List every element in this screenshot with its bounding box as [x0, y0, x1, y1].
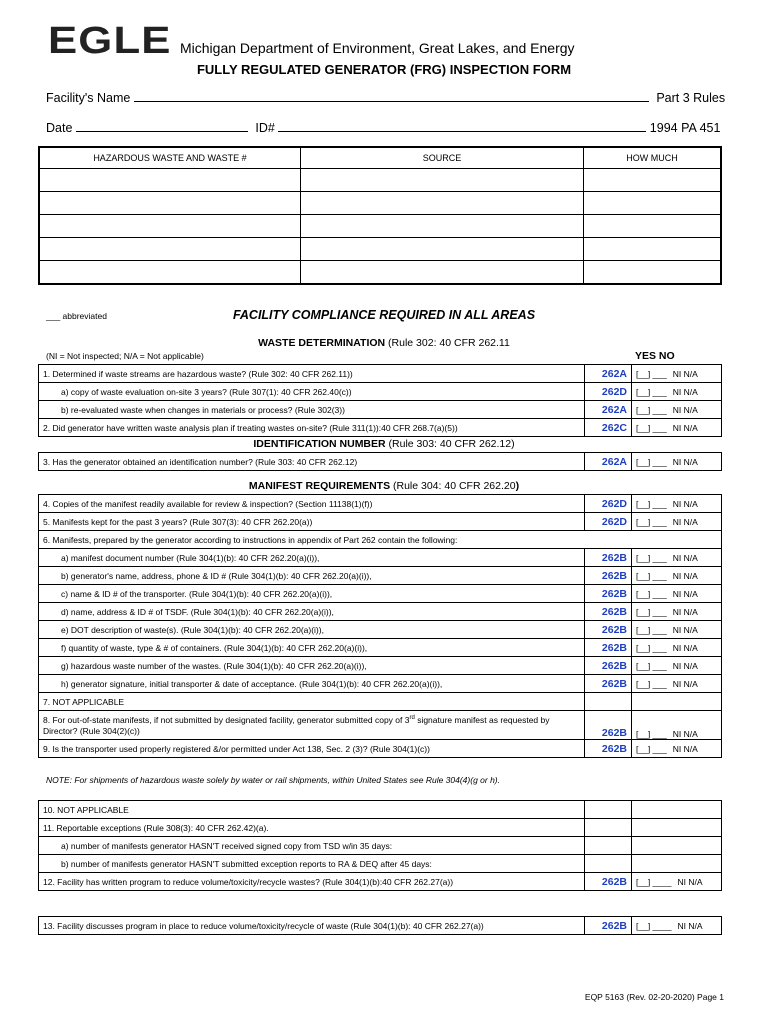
answer-cell[interactable]: [632, 837, 722, 855]
ni-na-label[interactable]: NI N/A: [672, 642, 698, 653]
yes-no-box[interactable]: [__] ___: [636, 606, 667, 617]
id-field[interactable]: [278, 120, 646, 132]
ni-na-label[interactable]: NI N/A: [672, 456, 698, 467]
section-rule: (Rule 303: 40 CFR 262.12): [385, 438, 515, 450]
form-title: FULLY REGULATED GENERATOR (FRG) INSPECTION FORM: [196, 62, 572, 77]
source-cell[interactable]: [301, 261, 584, 285]
section-rule-close: ): [515, 480, 520, 492]
waste-cell[interactable]: [39, 261, 301, 285]
question-text: 11. Reportable exceptions (Rule 308(3): 40 CFR 262.42)(a).: [39, 819, 585, 837]
program-table: [38, 916, 722, 935]
question-row: [39, 401, 722, 419]
yes-no-box[interactable]: [__] ___: [636, 660, 667, 671]
code-label: 262B: [601, 742, 627, 755]
yes-no-header: YES NO: [635, 350, 675, 362]
manifest-table: [38, 494, 722, 758]
question-row: [39, 365, 722, 383]
ni-na-label[interactable]: NI N/A: [677, 920, 703, 931]
question-text: 6. Manifests, prepared by the generator according to instructions in appendix of Part 262 contain the following:: [39, 531, 722, 549]
how-much-cell[interactable]: [584, 261, 722, 285]
question-text: a) copy of waste evaluation on-site 3 years? (Rule 307(1): 40 CFR 262.40(c)): [39, 383, 585, 401]
question-text: c) name & ID # of the transporter. (Rule 304(1)(b): 40 CFR 262.20(a)(i)),: [39, 585, 585, 603]
question-text: b) number of manifests generator HASN'T submitted exception reports to RA & DEQ after 45 days:: [39, 855, 585, 873]
question-row: [39, 621, 722, 639]
waste-row: [39, 169, 721, 192]
code-label: 262C: [601, 421, 627, 434]
code-label: 262B: [601, 677, 627, 690]
date-label: Date: [46, 121, 73, 135]
source-cell[interactable]: [301, 238, 584, 261]
answer-cell[interactable]: [632, 855, 722, 873]
question-row: [39, 453, 722, 471]
question-text: 4. Copies of the manifest readily available for review & inspection? (Section 11138(1)(f)): [39, 495, 585, 513]
code-label: 262B: [601, 875, 627, 888]
ni-na-label[interactable]: NI N/A: [672, 660, 698, 671]
code-label: 262D: [601, 497, 627, 510]
form-footer: EQP 5163 (Rev. 02-20-2020) Page 1: [584, 992, 724, 1002]
yes-no-box[interactable]: [__] ___: [636, 386, 667, 397]
yes-no-box[interactable]: [__] ___: [636, 404, 667, 415]
section-rule: (Rule 304: 40 CFR 262.20: [390, 480, 516, 492]
manifest-requirements-heading: [0, 480, 768, 492]
waste-determination-heading: [0, 337, 768, 349]
source-cell[interactable]: [301, 215, 584, 238]
question-row: [39, 693, 722, 711]
waste-determination-table: [38, 364, 722, 437]
waste-row: [39, 215, 721, 238]
question-text: e) DOT description of waste(s). (Rule 304(1)(b): 40 CFR 262.20(a)(i)),: [39, 621, 585, 639]
compliance-title: FACILITY COMPLIANCE REQUIRED IN ALL AREAS: [232, 308, 536, 322]
code-label: 262D: [601, 515, 627, 528]
waste-table-header: [39, 147, 721, 169]
id-label: ID#: [255, 121, 275, 135]
ni-note: (NI = Not inspected; N/A = Not applicable): [46, 351, 204, 361]
question-text: 10. NOT APPLICABLE: [39, 801, 585, 819]
department-name: Michigan Department of Environment, Great Lakes, and Energy: [180, 40, 575, 56]
facility-name-field[interactable]: [134, 90, 649, 102]
waste-row: [39, 238, 721, 261]
ni-na-label[interactable]: NI N/A: [672, 386, 698, 397]
question-text: a) manifest document number (Rule 304(1)(b): 40 CFR 262.20(a)(i)),: [39, 549, 585, 567]
question-text: 5. Manifests kept for the past 3 years? (Rule 307(3): 40 CFR 262.20(a)): [39, 513, 585, 531]
question-text: 1. Determined if waste streams are hazardous waste? (Rule 302: 40 CFR 262.11)): [39, 365, 585, 383]
code-label: 262B: [601, 727, 627, 739]
yes-no-box[interactable]: [__] ___: [636, 456, 667, 467]
yes-no-box[interactable]: [__] ___: [636, 624, 667, 635]
code-label: 262B: [601, 659, 627, 672]
yes-no-box[interactable]: [__] ___: [636, 678, 667, 689]
code-label: 262A: [601, 403, 627, 416]
question-text: h) generator signature, initial transporter & date of acceptance. (Rule 304(1)(b): 40 CFR 262.20(a)(i)),: [39, 675, 585, 693]
abbreviated-note: ___ abbreviated: [46, 311, 107, 321]
question-row: [39, 801, 722, 819]
section-title: IDENTIFICATION NUMBER: [253, 438, 386, 450]
code-label: 262B: [601, 641, 627, 654]
shipment-note: NOTE: For shipments of hazardous waste solely by water or rail shipments, within United States see Rule 304(4)(g or h).: [46, 775, 500, 785]
col-source: SOURCE: [301, 147, 584, 169]
question-row: [39, 657, 722, 675]
yes-no-box[interactable]: [__] ___: [636, 422, 667, 433]
question-row: [39, 513, 722, 531]
date-field[interactable]: [76, 120, 248, 132]
ni-na-label[interactable]: NI N/A: [672, 422, 698, 433]
col-hazardous-waste: HAZARDOUS WASTE AND WASTE #: [39, 147, 301, 169]
waste-cell[interactable]: [39, 238, 301, 261]
code-label: 262D: [601, 385, 627, 398]
question-text: d) name, address & ID # of TSDF. (Rule 304(1)(b): 40 CFR 262.20(a)(i)),: [39, 603, 585, 621]
col-how-much: HOW MUCH: [584, 147, 722, 169]
ni-na-label[interactable]: NI N/A: [672, 729, 698, 739]
ni-na-label[interactable]: NI N/A: [672, 404, 698, 415]
question-text: b) generator's name, address, phone & ID # (Rule 304(1)(b): 40 CFR 262.20(a)(i)),: [39, 567, 585, 585]
question-text: f) quantity of waste, type & # of containers. (Rule 304(1)(b): 40 CFR 262.20(a)(i)),: [39, 639, 585, 657]
waste-cell[interactable]: [39, 192, 301, 215]
yes-no-box[interactable]: [__] ___: [636, 498, 667, 509]
yes-no-box[interactable]: [__] ___: [636, 552, 667, 563]
question-row: [39, 603, 722, 621]
code-label: 262A: [601, 367, 627, 380]
identification-number-heading: [0, 438, 768, 450]
waste-cell[interactable]: [39, 169, 301, 192]
yes-no-box[interactable]: [__] ___: [636, 368, 667, 379]
question-text: 13. Facility discusses program in place to reduce volume/toxicity/recycle of waste (Rule 304(1)(b): 40 CFR 262.27(a)): [39, 917, 585, 935]
ni-na-label[interactable]: NI N/A: [672, 570, 698, 581]
code-label: 262B: [601, 551, 627, 564]
question-row: [39, 917, 722, 935]
question-row: [39, 740, 722, 758]
waste-table: [38, 146, 722, 285]
identification-table: [38, 452, 722, 471]
question-text: 12. Facility has written program to reduce volume/toxicity/recycle wastes? (Rule 304(1)(b):40 CFR 262.27(a)): [39, 873, 585, 891]
exceptions-table: [38, 800, 722, 891]
yes-no-box[interactable]: [__] ___: [636, 729, 667, 739]
question-text: a) number of manifests generator HASN'T received signed copy from TSD w/in 35 days:: [39, 837, 585, 855]
superscript: rd: [409, 715, 415, 722]
code-label: 262B: [601, 623, 627, 636]
question-row: [39, 495, 722, 513]
question-text: 3. Has the generator obtained an identification number? (Rule 303: 40 CFR 262.12): [39, 453, 585, 471]
ni-na-label[interactable]: NI N/A: [672, 624, 698, 635]
question-text: g) hazardous waste number of the wastes. (Rule 304(1)(b): 40 CFR 262.20(a)(i)),: [39, 657, 585, 675]
yes-no-box[interactable]: [__] ___: [636, 743, 667, 754]
waste-row: [39, 192, 721, 215]
question-row: [39, 419, 722, 437]
question-text-part: signature manifest as requested by Director? (Rule 304(2)(c)): [43, 714, 550, 736]
yes-no-box[interactable]: [__] ____: [636, 920, 672, 931]
source-cell[interactable]: [301, 169, 584, 192]
facility-label: Facility's Name: [46, 91, 131, 105]
ni-na-label[interactable]: NI N/A: [677, 876, 703, 887]
yes-no-box[interactable]: [__] ___: [636, 570, 667, 581]
waste-cell[interactable]: [39, 215, 301, 238]
ni-na-label[interactable]: NI N/A: [672, 368, 698, 379]
ni-na-label[interactable]: NI N/A: [672, 743, 698, 754]
question-row: [39, 873, 722, 891]
how-much-cell[interactable]: [584, 238, 722, 261]
ni-na-label[interactable]: NI N/A: [672, 606, 698, 617]
question-row: [39, 567, 722, 585]
section-title: MANIFEST REQUIREMENTS: [248, 480, 391, 492]
question-row: [39, 639, 722, 657]
code-label: 262B: [601, 919, 627, 932]
ni-na-label[interactable]: NI N/A: [672, 516, 698, 527]
ni-na-label[interactable]: NI N/A: [672, 678, 698, 689]
egle-logo: EGLE: [48, 20, 172, 62]
question-row: [39, 531, 722, 549]
question-row: [39, 585, 722, 603]
code-label: 262B: [601, 587, 627, 600]
question-text: b) re-evaluated waste when changes in materials or process? (Rule 302(3)): [39, 401, 585, 419]
question-row: [39, 549, 722, 567]
question-text: [39, 711, 585, 740]
how-much-cell[interactable]: [584, 192, 722, 215]
how-much-cell[interactable]: [584, 215, 722, 238]
date-line: [46, 120, 720, 135]
section-rule: (Rule 302: 40 CFR 262.11: [385, 337, 510, 349]
question-text: 2. Did generator have written waste analysis plan if treating wastes on-site? (Rule 311(1)):40 CFR 268.7(a)(5)): [39, 419, 585, 437]
source-cell[interactable]: [301, 192, 584, 215]
section-title: WASTE DETERMINATION: [258, 337, 386, 349]
question-row: [39, 837, 722, 855]
how-much-cell[interactable]: [584, 169, 722, 192]
part3-label: Part 3 Rules: [656, 91, 726, 105]
code-label: 262B: [601, 605, 627, 618]
code-label: 262A: [601, 455, 627, 468]
facility-line: [46, 90, 725, 105]
question-row: [39, 855, 722, 873]
question-row: [39, 675, 722, 693]
ni-na-label[interactable]: NI N/A: [672, 552, 698, 563]
waste-row: [39, 261, 721, 285]
question-text: 9. Is the transporter used properly registered &/or permitted under Act 138, Sec. 2 (3)? (Rule 304(1)(c)): [39, 740, 585, 758]
ni-na-label[interactable]: NI N/A: [672, 498, 698, 509]
question-row: [39, 711, 722, 740]
ni-na-label[interactable]: NI N/A: [672, 588, 698, 599]
yes-no-box[interactable]: [__] ___: [636, 642, 667, 653]
yes-no-box[interactable]: [__] ___: [636, 516, 667, 527]
yes-no-box[interactable]: [__] ____: [636, 876, 672, 887]
question-row: [39, 819, 722, 837]
question-text-part: 8. For out-of-state manifests, if not submitted by designated facility, generator submitted copy of 3: [43, 714, 410, 725]
question-text: 7. NOT APPLICABLE: [39, 693, 585, 711]
code-label: 262B: [601, 569, 627, 582]
yes-no-box[interactable]: [__] ___: [636, 588, 667, 599]
question-row: [39, 383, 722, 401]
pa451-label: 1994 PA 451: [649, 121, 721, 135]
